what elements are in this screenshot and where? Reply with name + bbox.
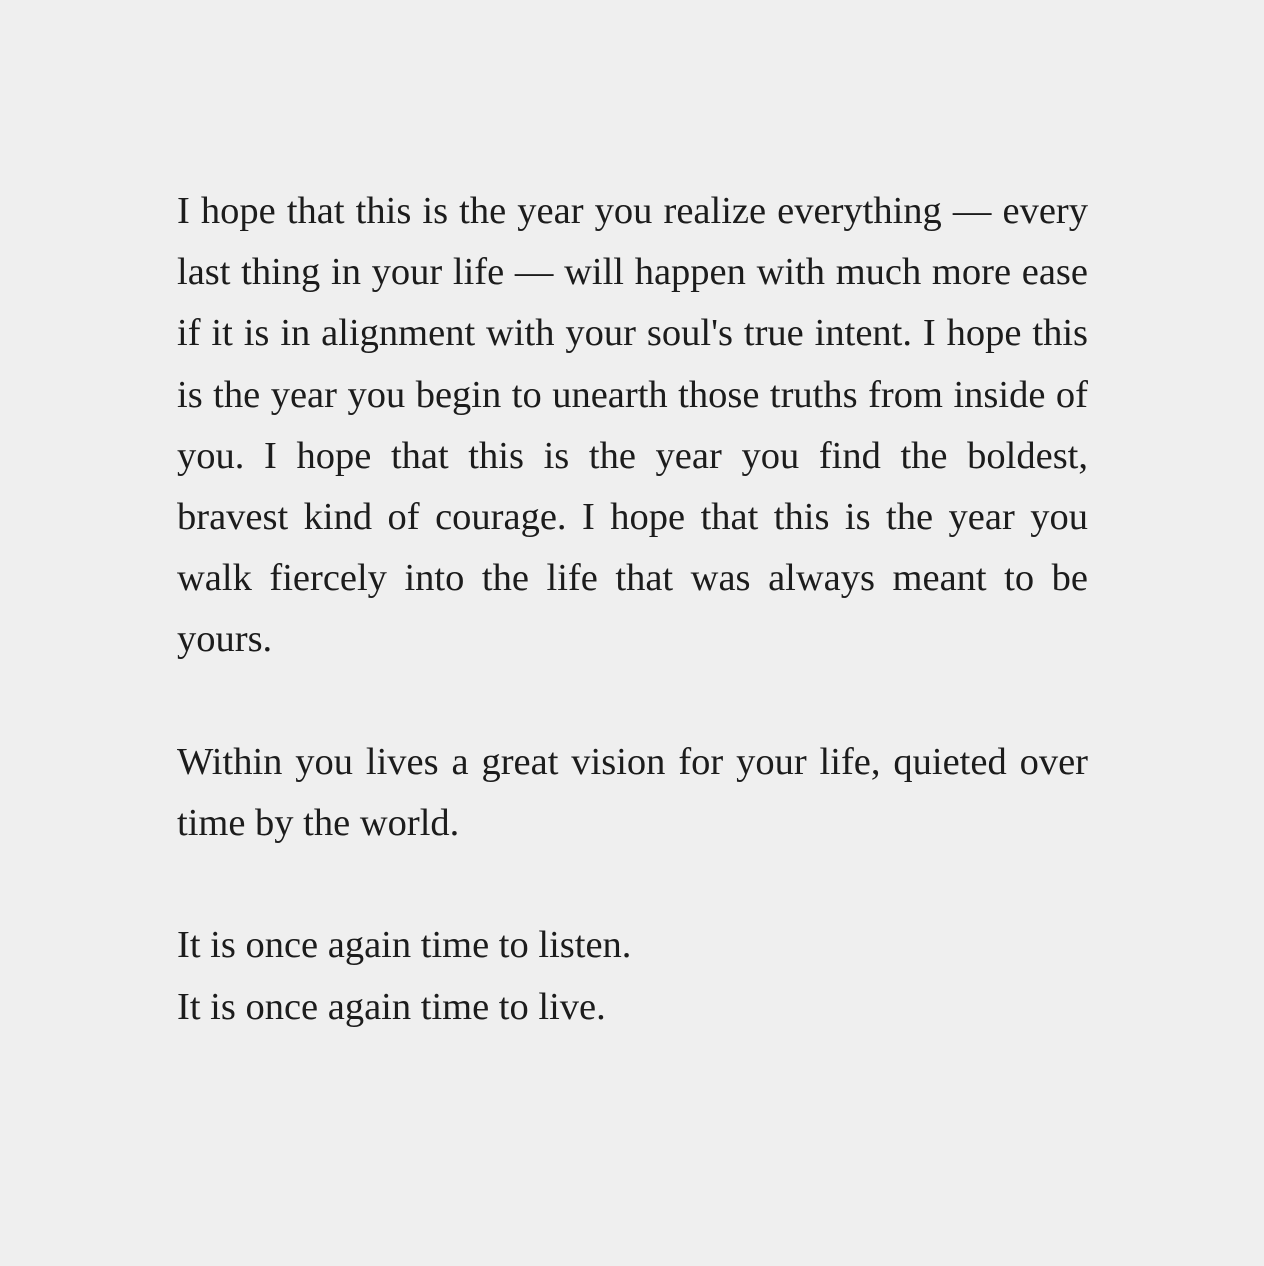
paragraph-hope: I hope that this is the year you realize everything — every last thing in your life — will happen with much more ease if it is in alignment with your soul's true intent. I hope this is the year you begin to unearth those truths from inside of you. I hope that this is the year you find the boldest, bravest kind of courage. I hope that this is the year you walk fiercely into the life that was always meant to be yours.: [177, 190, 1088, 661]
text-body: [177, 181, 1088, 1038]
closing-line-live: It is once again time to live.: [177, 985, 606, 1028]
paragraph-closing: [177, 915, 1088, 1037]
closing-line-listen: It is once again time to listen.: [177, 924, 632, 967]
paragraph-vision: Within you lives a great vision for your life, quieted over time by the world.: [177, 740, 1088, 845]
